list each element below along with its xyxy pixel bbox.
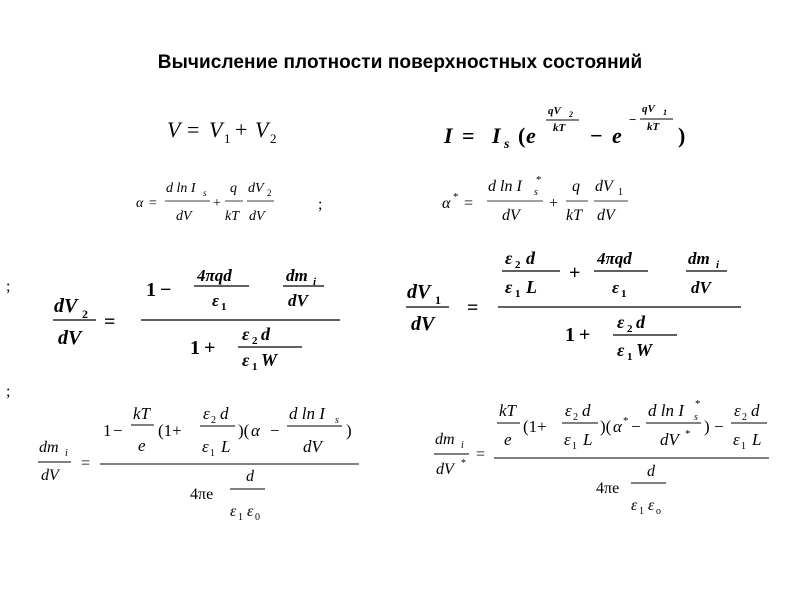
formula-term-exp1-num: qV	[548, 105, 561, 117]
formula-term-top-fden: ε	[212, 291, 219, 310]
formula-term-b-den-sub: 1	[639, 506, 644, 517]
formula-term-b-4pie: 4πe	[190, 486, 214, 503]
formula-dmi-dv-star	[433, 396, 778, 526]
formula-term-e-den-l: L	[583, 430, 593, 449]
formula-term-e-den: ε	[202, 437, 209, 456]
formula-term-minus: −	[113, 421, 123, 440]
formula-term-t1-num-sub: 2	[515, 259, 521, 271]
formula-term-alpha-sup: *	[623, 415, 629, 427]
formula-dv2-dv	[50, 262, 350, 377]
formula-term-bot-fden: ε	[617, 340, 625, 360]
formula-term-lhs-num: dV	[407, 281, 431, 303]
formula-term-b-num: d	[246, 468, 254, 485]
formula-term-lhs-num: dV	[54, 295, 78, 317]
formula-term-t1-den: ε	[505, 277, 513, 297]
formula-term-t1-den-sub: 1	[515, 288, 521, 300]
formula-term-b-num: d	[647, 463, 655, 480]
formula-term-t1: V	[209, 117, 223, 142]
formula-term-top-fden-sub: 1	[221, 301, 227, 313]
formula-term-eq: =	[104, 311, 116, 333]
formula-term-close-open: )(	[600, 417, 612, 436]
formula-term-plus: +	[549, 195, 559, 212]
formula-term-dl-num: d ln I	[289, 404, 325, 423]
formula-term-n1-sub: s	[534, 187, 538, 198]
formula-term-top-minus: −	[160, 279, 172, 301]
formula-term-e2-num-d: d	[751, 401, 760, 420]
formula-term-b-4pie: 4πe	[596, 480, 620, 497]
formula-term-t2-den: ε	[612, 278, 619, 297]
formula-term-kt-den: e	[138, 436, 146, 455]
formula-term-e2-den: ε	[733, 430, 740, 449]
formula-term-lhs-den: dV	[411, 313, 435, 335]
formula-term-alpha: α	[136, 196, 144, 211]
formula-term-eq: =	[149, 196, 157, 211]
formula-term-b-den2: ε	[648, 497, 655, 514]
formula-term-d2: kT	[225, 209, 239, 224]
formula-term-e2-num-sub: 2	[742, 412, 747, 423]
formula-term-b-den2-sub: o	[656, 506, 661, 517]
formula-term-exp2-num: qV	[642, 103, 655, 115]
formula-term-lhs-den: dV	[58, 327, 82, 349]
formula-term-t1-num: ε	[505, 248, 513, 268]
formula-term-lhs-num: dm	[435, 431, 455, 448]
formula-term-lp: (	[518, 123, 526, 148]
formula-term-d1: dV	[176, 209, 192, 224]
formula-term-lhs-den-sup: *	[461, 458, 466, 469]
formula-term-one: 1	[103, 421, 112, 440]
formula-term-e-num-d: d	[582, 401, 591, 420]
formula-term-top-fnum: 4πqd	[197, 266, 232, 285]
formula-term-d1: dV	[502, 207, 520, 224]
formula-term-close-open: )(	[238, 421, 250, 440]
formula-term-e-num: ε	[565, 401, 572, 420]
formula-voltage-sum	[165, 112, 295, 152]
formula-term-lhs: V	[167, 117, 181, 142]
formula-term-exp1-num-sub: 2	[569, 110, 573, 119]
slide-title: Вычисление плотности поверхностных состояний	[157, 52, 643, 73]
formula-term-n3: dV	[595, 178, 613, 195]
formula-term-minus2: −	[714, 417, 724, 436]
formula-term-e-num-d: d	[220, 404, 229, 423]
formula-term-d3: dV	[597, 207, 615, 224]
formula-term-b-den-sub: 1	[238, 512, 243, 523]
formula-term-bot-fnum-sub: 2	[252, 335, 258, 347]
formula-term-e2-den-l: L	[752, 430, 762, 449]
formula-term-alpha: α	[442, 195, 451, 212]
formula-term-bot-plus: +	[204, 337, 216, 359]
formula-term-n1: d ln I	[488, 178, 522, 195]
formula-term-lhs-num-sub: 1	[435, 293, 441, 307]
separator-semicolon: ;	[6, 383, 11, 400]
formula-term-Is: I	[492, 123, 501, 148]
formula-term-e-num: ε	[203, 404, 210, 423]
formula-term-lhs-den: dV	[41, 467, 59, 484]
formula-term-s1: 1	[224, 131, 231, 146]
formula-term-b-den2-sub: 0	[255, 512, 260, 523]
formula-alpha-star	[440, 172, 650, 232]
formula-term-close: )	[346, 421, 352, 440]
formula-term-s2: 2	[270, 131, 277, 146]
formula-term-eq: =	[462, 123, 475, 148]
formula-term-minus2: −	[270, 421, 280, 440]
formula-term-bot-fnum-d: d	[261, 324, 270, 344]
formula-term-kt-num: kT	[499, 401, 516, 420]
formula-term-e1: e	[526, 123, 536, 148]
formula-term-t3-num-sub: i	[716, 259, 720, 271]
formula-term-bot-fden-w: W	[636, 340, 653, 360]
formula-term-top-dden: dV	[288, 291, 308, 310]
formula-term-bot-fnum-d: d	[636, 312, 645, 332]
formula-term-alpha: α	[251, 421, 260, 440]
formula-term-dl-num: d ln I	[648, 401, 684, 420]
formula-term-lhs-den: dV	[436, 461, 454, 478]
formula-term-plus: +	[569, 262, 581, 284]
formula-dmi-dv	[37, 398, 367, 533]
formula-term-n3: dV	[248, 181, 264, 196]
formula-term-bot-fden-sub: 1	[252, 361, 258, 373]
formula-term-n1-sub: s	[203, 188, 207, 198]
formula-term-bot-fnum-sub: 2	[627, 323, 633, 335]
formula-term-t3-num: dm	[688, 249, 710, 268]
formula-alpha	[132, 172, 292, 232]
formula-term-eq: =	[464, 195, 474, 212]
formula-term-e-den-sub: 1	[572, 441, 577, 452]
formula-term-plus: +	[235, 117, 248, 142]
formula-term-lhs-num-sub: i	[65, 448, 68, 459]
separator-semicolon: ;	[6, 278, 11, 295]
formula-term-bot-plus: +	[579, 324, 591, 346]
formula-term-t2: V	[255, 117, 269, 142]
formula-term-rp: )	[678, 123, 686, 148]
formula-term-minus: −	[590, 123, 603, 148]
formula-term-t1-num-d: d	[526, 248, 535, 268]
formula-term-b-den2: ε	[247, 503, 254, 520]
formula-term-lhs-num-sub: 2	[82, 307, 88, 321]
formula-term-b-den: ε	[230, 503, 237, 520]
formula-term-minus: −	[631, 417, 641, 436]
formula-term-lhs-num: dm	[39, 439, 59, 456]
formula-term-bot-fnum: ε	[617, 312, 625, 332]
separator-semicolon: ;	[318, 196, 323, 213]
formula-term-exp2-den: kT	[647, 121, 660, 133]
formula-term-dl-den: dV	[303, 437, 322, 456]
formula-term-dl-num-sup: *	[695, 398, 701, 410]
formula-term-star: *	[453, 191, 459, 203]
formula-term-e2: e	[612, 123, 622, 148]
formula-term-bot-fnum: ε	[242, 324, 250, 344]
formula-term-alpha: α	[613, 417, 622, 436]
formula-term-eq: =	[467, 297, 479, 319]
formula-term-e-num-sub: 2	[211, 415, 216, 426]
formula-term-exp1-den: kT	[553, 122, 566, 134]
formula-term-top-dnum: dm	[286, 266, 308, 285]
formula-term-open1: (1+	[158, 421, 182, 440]
formula-term-s: s	[504, 137, 510, 152]
formula-term-eq: =	[476, 446, 486, 463]
formula-term-e-den: ε	[564, 430, 571, 449]
formula-term-t3-den: dV	[691, 278, 711, 297]
formula-term-top-one: 1	[146, 279, 156, 301]
formula-term-bot-fden-w: W	[261, 350, 278, 370]
formula-term-t1-den-l: L	[526, 277, 537, 297]
formula-term-n3-sub: 2	[267, 188, 272, 198]
formula-term-dl-num-sub: s	[335, 415, 339, 426]
formula-term-n3-sub: 1	[618, 187, 623, 198]
formula-term-eq: =	[81, 455, 91, 472]
formula-term-n2: q	[572, 178, 580, 195]
formula-term-d2: kT	[566, 207, 582, 224]
formula-term-open1: (1+	[523, 417, 547, 436]
formula-term-kt-den: e	[504, 430, 512, 449]
formula-term-d3: dV	[249, 209, 265, 224]
formula-term-dl-num-sub: s	[694, 412, 698, 423]
formula-term-close: )	[704, 417, 710, 436]
formula-term-exp2-num-sub: 1	[663, 108, 667, 117]
formula-term-b-den: ε	[631, 497, 638, 514]
formula-term-n1-sup: *	[536, 174, 542, 186]
formula-dv1-dv	[405, 246, 750, 371]
formula-term-e2-num: ε	[734, 401, 741, 420]
formula-term-dl-den: dV	[660, 430, 679, 449]
formula-term-lhs: I	[444, 123, 453, 148]
formula-term-exp2-sign: −	[629, 112, 637, 127]
formula-term-bot-one: 1	[190, 337, 200, 359]
formula-term-lhs-num-sub: i	[461, 440, 464, 451]
formula-term-top-dnum-sub: i	[313, 276, 317, 288]
formula-term-e-den-sub: 1	[210, 448, 215, 459]
formula-term-e2-den-sub: 1	[741, 441, 746, 452]
formula-term-e-num-sub: 2	[573, 412, 578, 423]
formula-term-n2: q	[230, 181, 237, 196]
formula-term-e-den-l: L	[221, 437, 231, 456]
formula-term-bot-fden: ε	[242, 350, 250, 370]
formula-term-eq: =	[187, 117, 200, 142]
formula-term-kt-num: kT	[133, 404, 150, 423]
formula-term-bot-one: 1	[565, 324, 575, 346]
formula-term-dl-den-sup: *	[685, 428, 691, 440]
formula-term-plus: +	[213, 196, 221, 211]
formula-term-t2-den-sub: 1	[621, 288, 627, 300]
formula-term-bot-fden-sub: 1	[627, 351, 633, 363]
formula-term-n1: d ln I	[166, 181, 196, 196]
formula-current	[440, 98, 700, 158]
formula-term-t2-num: 4πqd	[597, 249, 632, 268]
